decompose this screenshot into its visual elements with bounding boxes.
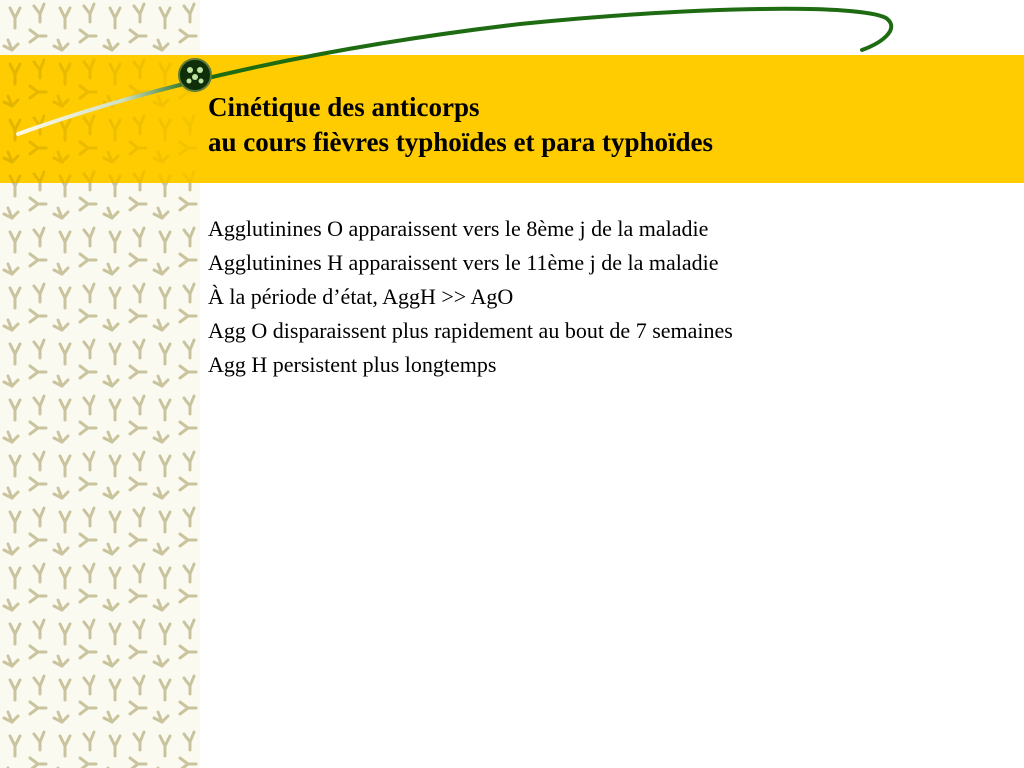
body-line: À la période d’état, AggH >> AgO bbox=[208, 284, 514, 309]
bead-bullet-icon bbox=[179, 59, 211, 91]
body-line: Agglutinines H apparaissent vers le 11ème j de la maladie bbox=[208, 250, 719, 275]
body-text bbox=[208, 212, 733, 382]
slide-title-line-2: au cours fièvres typhoïdes et para typhoïdes bbox=[208, 127, 714, 157]
body-line: Agg H persistent plus longtemps bbox=[208, 352, 497, 377]
slide-title bbox=[208, 90, 713, 160]
body-line: Agglutinines O apparaissent vers le 8ème j de la maladie bbox=[208, 216, 709, 241]
slide-title-line-1: Cinétique des anticorps bbox=[208, 92, 480, 122]
body-line: Agg O disparaissent plus rapidement au bout de 7 semaines bbox=[208, 318, 733, 343]
